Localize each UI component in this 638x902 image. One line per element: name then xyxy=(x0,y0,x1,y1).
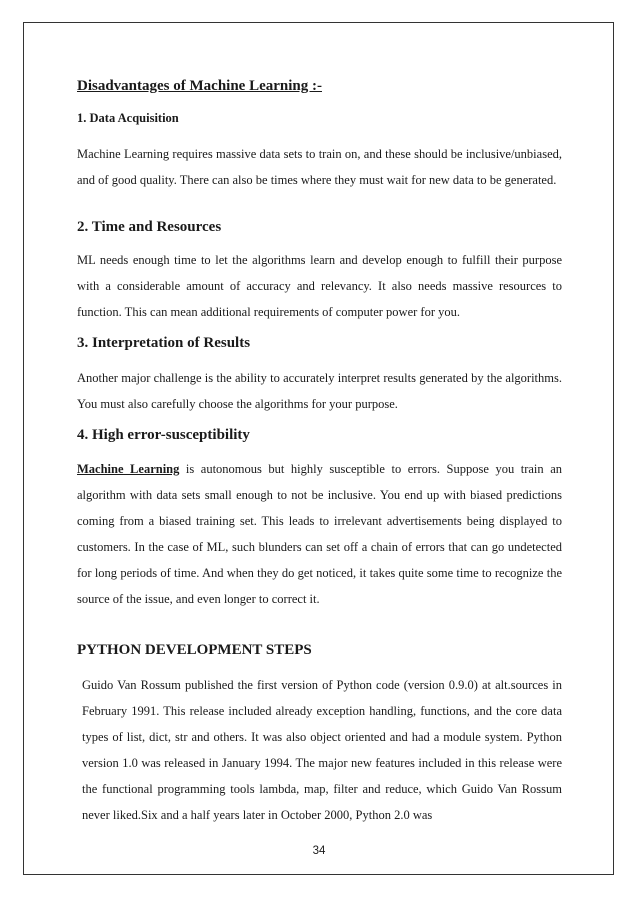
section-title-error-susceptibility: 4. High error-susceptibility xyxy=(77,427,250,443)
error-body-text: is autonomous but highly susceptible to errors. Suppose you train an algorithm with data sets small enough to not be inclusive. You end up with biased predictions coming from a biased training set. This leads to irrelevant advertisements being displayed to customers. In the case of ML, such blunders can set off a chain of errors that can go undetected for long periods of time. And when they do get noticed, it takes quite some time to recognize the source of the issue, and even longer to correct it. xyxy=(77,462,562,606)
section-body-error-susceptibility xyxy=(77,456,562,612)
section-body-data-acquisition: Machine Learning requires massive data sets to train on, and these should be inclusive/unbiased, and of good quality. There can also be times where they must wait for new data to be generated. xyxy=(77,147,562,187)
section-body-interpretation: Another major challenge is the ability to accurately interpret results generated by the algorithms. You must also carefully choose the algorithms for your purpose. xyxy=(77,371,562,411)
page-number: 34 xyxy=(312,845,326,857)
python-body: Guido Van Rossum published the first version of Python code (version 0.9.0) at alt.sources in February 1991. This release included already exception handling, functions, and the core data types of list, dict, str and others. It was also object oriented and had a module system. Python version 1.0 was released in January 1994. The major new features included in this release were the functional programming tools lambda, map, filter and reduce, which Guido Van Rossum never liked.Six and a half years later in October 2000, Python 2.0 was xyxy=(82,678,562,822)
machine-learning-link[interactable]: Machine Learning xyxy=(77,462,180,476)
section-title-time-resources: 2. Time and Resources xyxy=(77,219,222,235)
disadvantages-heading: Disadvantages of Machine Learning :- xyxy=(77,78,322,94)
section-body-time-resources: ML needs enough time to let the algorithms learn and develop enough to fulfill their purpose with a considerable amount of accuracy and relevancy. It also needs massive resources to function. This can mean additional requirements of computer power for you. xyxy=(77,253,562,319)
python-heading: PYTHON DEVELOPMENT STEPS xyxy=(77,642,312,658)
section-title-data-acquisition: 1. Data Acquisition xyxy=(77,111,179,125)
section-title-interpretation: 3. Interpretation of Results xyxy=(77,335,251,351)
